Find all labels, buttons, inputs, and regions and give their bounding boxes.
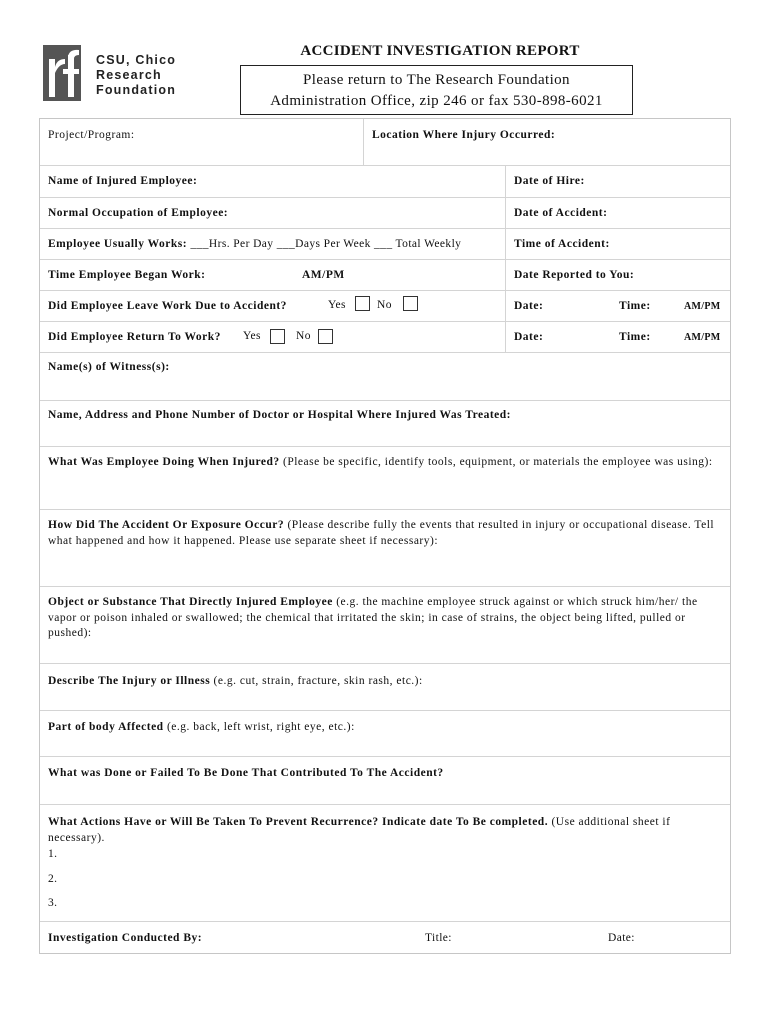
row-occupation-date — [40, 198, 730, 229]
signoff-date-field[interactable] — [600, 922, 730, 953]
date-of-accident-label: Date of Accident: — [514, 207, 608, 219]
injured-name-label: Name of Injured Employee: — [48, 175, 198, 187]
return-work-no-checkbox[interactable] — [318, 329, 333, 344]
injured-name-field[interactable] — [40, 166, 505, 197]
row-conducted-by — [40, 922, 730, 953]
return-work-field — [40, 322, 505, 352]
doing-instructions: (Please be specific, identify tools, equipment, or materials the employee was using): — [279, 456, 713, 468]
usually-works-field[interactable] — [40, 229, 505, 259]
describe-label: Describe The Injury or Illness — [48, 675, 211, 687]
logo-line-2: Research — [96, 68, 162, 82]
return-work-no-label: No — [296, 330, 311, 342]
return-work-datetime-field[interactable] — [505, 322, 730, 352]
how-instructions: (Please describe fully the events that resulted in injury or occupational disease. Tell what happened and how it happened. Please use separate sheet if necessary): — [48, 519, 715, 547]
action-item-2: 2. — [48, 873, 58, 885]
body-part-label: Part of body Affected — [48, 721, 164, 733]
row-project-location — [40, 119, 730, 166]
conducted-by-field[interactable] — [40, 922, 420, 953]
leave-date-label: Date: — [514, 300, 544, 312]
usually-works-blanks: ___Hrs. Per Day ___Days Per Week ___ Total Weekly — [190, 238, 462, 250]
occupation-field[interactable] — [40, 198, 505, 228]
leave-work-question: Did Employee Leave Work Due to Accident? — [48, 300, 287, 312]
leave-work-no-label: No — [377, 299, 392, 311]
doing-text — [48, 455, 716, 471]
leave-work-no-checkbox[interactable] — [403, 296, 418, 311]
how-text — [48, 518, 716, 549]
leave-am-pm: AM/PM — [684, 301, 721, 312]
body-part-text — [48, 720, 716, 736]
title-label: Title: — [425, 932, 452, 944]
describe-text — [48, 674, 716, 690]
object-label: Object or Substance That Directly Injured Employee — [48, 596, 333, 608]
row-return-work — [40, 322, 730, 353]
time-began-work-field[interactable] — [40, 260, 505, 290]
return-work-yes-label: Yes — [243, 330, 261, 342]
row-began-reported — [40, 260, 730, 291]
object-text — [48, 595, 716, 642]
contributed-label: What was Done or Failed To Be Done That Contributed To The Accident? — [48, 767, 444, 779]
how-occurred-field[interactable] — [40, 510, 730, 587]
logo-line-1: CSU, Chico — [96, 53, 177, 67]
return-instructions-box — [240, 65, 633, 115]
doing-field[interactable] — [40, 447, 730, 510]
body-part-field[interactable] — [40, 711, 730, 757]
project-program-label: Project/Program: — [48, 129, 135, 141]
leave-work-field — [40, 291, 505, 321]
location-injury-field[interactable] — [363, 119, 730, 165]
row-hours-time — [40, 229, 730, 260]
contributed-field[interactable] — [40, 757, 730, 805]
return-am-pm: AM/PM — [684, 332, 721, 343]
date-of-hire-field[interactable] — [505, 166, 730, 197]
date-of-accident-field[interactable] — [505, 198, 730, 228]
body-part-instructions: (e.g. back, left wrist, right eye, etc.): — [163, 721, 355, 733]
return-date-label: Date: — [514, 331, 544, 343]
report-title: ACCIDENT INVESTIGATION REPORT — [300, 43, 580, 59]
date-of-hire-label: Date of Hire: — [514, 175, 585, 187]
doing-label: What Was Employee Doing When Injured? — [48, 456, 280, 468]
object-field[interactable] — [40, 587, 730, 664]
row-name-hire — [40, 166, 730, 198]
conducted-by-label: Investigation Conducted By: — [48, 932, 203, 944]
usually-works-label-text: Employee Usually Works: — [48, 238, 188, 250]
return-work-question: Did Employee Return To Work? — [48, 331, 221, 343]
date-reported-label: Date Reported to You: — [514, 269, 635, 281]
doctor-field[interactable] — [40, 401, 730, 447]
accident-form — [39, 118, 731, 954]
actions-label: What Actions Have or Will Be Taken To Prevent Recurrence? Indicate date To Be completed. — [48, 816, 549, 828]
how-label: How Did The Accident Or Exposure Occur? — [48, 519, 285, 531]
began-work-am-pm: AM/PM — [302, 269, 345, 281]
actions-instructions: (Use additional sheet if necessary). — [48, 816, 671, 844]
witness-label: Name(s) of Witness(s): — [48, 361, 170, 373]
time-of-accident-label: Time of Accident: — [514, 238, 610, 250]
return-work-yes-checkbox[interactable] — [270, 329, 285, 344]
return-line-2: Administration Office, zip 246 or fax 530-898-6021 — [270, 93, 603, 109]
location-injury-label: Location Where Injury Occurred: — [372, 129, 556, 141]
doctor-label: Name, Address and Phone Number of Doctor or Hospital Where Injured Was Treated: — [48, 409, 512, 421]
usually-works-label — [48, 238, 461, 250]
witness-field[interactable] — [40, 353, 730, 401]
time-began-work-label: Time Employee Began Work: — [48, 269, 206, 281]
occupation-label: Normal Occupation of Employee: — [48, 207, 229, 219]
action-item-1: 1. — [48, 848, 58, 860]
return-line-1: Please return to The Research Foundation — [303, 72, 570, 88]
object-instructions: (e.g. the machine employee struck against or which struck him/her/ the vapor or poison inhaled or swallowed; the chemical that irritated the skin; in case of strains, the object being lifted, pulled or pushed): — [48, 596, 698, 639]
leave-time-label: Time: — [619, 300, 651, 312]
actions-field[interactable] — [40, 805, 730, 922]
return-time-label: Time: — [619, 331, 651, 343]
date-reported-field[interactable] — [505, 260, 730, 290]
logo-line-3: Foundation — [96, 83, 177, 97]
describe-injury-field[interactable] — [40, 664, 730, 711]
rf-logo-icon — [43, 45, 81, 101]
leave-work-yes-checkbox[interactable] — [355, 296, 370, 311]
title-field[interactable] — [420, 922, 600, 953]
action-item-3: 3. — [48, 897, 58, 909]
leave-work-yes-label: Yes — [328, 299, 346, 311]
describe-instructions: (e.g. cut, strain, fracture, skin rash, etc.): — [210, 675, 423, 687]
actions-text — [48, 815, 716, 846]
project-program-field[interactable] — [40, 119, 363, 165]
foundation-logo-text — [96, 53, 176, 98]
signoff-date-label: Date: — [608, 932, 635, 944]
row-leave-work — [40, 291, 730, 322]
leave-work-datetime-field[interactable] — [505, 291, 730, 321]
time-of-accident-field[interactable] — [505, 229, 730, 259]
